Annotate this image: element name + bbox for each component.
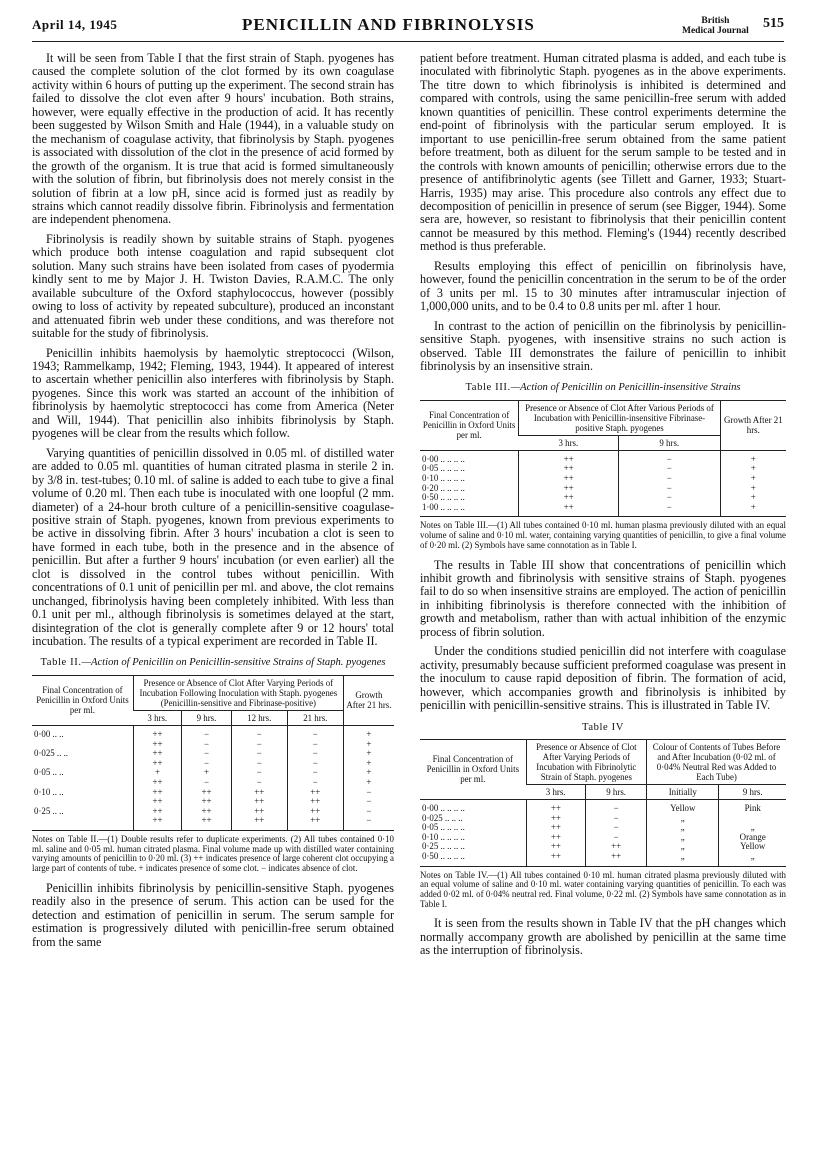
row-label: 0·025 .. ..	[34, 748, 69, 759]
table-row	[420, 450, 786, 464]
paragraph: Penicillin inhibits fibrinolysis by penicillin-sensitive Staph. pyogenes readily also in the presence of serum. This action can be used for the detection and estimation of penicillin in serum. The serum sample for estimation is progressively diluted with penicillin-free serum obtained from the same	[32, 880, 394, 949]
row-label: 1·00 .. .. .. ..	[422, 501, 465, 512]
row-label	[32, 816, 133, 830]
table-cell: −	[182, 725, 231, 739]
table-cell: ++	[182, 816, 231, 830]
table-row	[420, 842, 786, 852]
table-row	[32, 759, 394, 769]
table-cell: „	[647, 814, 719, 824]
table-cell: ++	[133, 778, 181, 788]
table-cell: ++	[526, 842, 586, 852]
table-cell: −	[231, 759, 287, 769]
paragraph: Fibrinolysis is readily shown by suitable strains of Staph. pyogenes which produce both intense coagulation and rapid subsequent clot solution. Many such strains have been isolated from cases of pyodermia kindly sent to me by Major J. H. Twiston Davies, R.A.M.C. The only available subculture of the Oxford staphylococcus, however (possibly owing to loss of activity by repeated subculture), produced an inconstant and attenuated fibrin web under these conditions, and was therefore not suitable for the study of fibrinolysis.	[32, 231, 394, 341]
table-row	[420, 823, 786, 833]
table-cell: +	[182, 768, 231, 778]
page-number: 515	[763, 16, 784, 31]
table-iv	[420, 739, 786, 867]
table-cell: −	[287, 740, 343, 750]
table-cell: ++	[287, 816, 343, 830]
table-header: Colour of Contents of Tubes Before and After Incubation (0·02 ml. of 0·04% Neutral Red was Added to Each Tube)	[647, 739, 786, 784]
table-cell: −	[618, 493, 720, 503]
table-ii-caption: Table II.—Action of Penicillin on Penicillin-sensitive Strains of Staph. pyogenes	[40, 657, 386, 669]
table-row	[32, 749, 394, 759]
table-iii	[420, 400, 786, 518]
table-cell: +	[720, 450, 786, 464]
table-cell: ++	[519, 484, 619, 494]
table-header: Growth After 21 hrs.	[720, 400, 786, 450]
paragraph: Penicillin inhibits haemolysis by haemolytic streptococci (Wilson, 1943; Rammelkamp, 1942; Fleming, 1943, 1944). It appeared of interest to ascertain whether penicillin also interferes with fibrinolysis by Staph. pyogenes. Since this work was started an account of the inhibition of fibrinolysis by haemolytic streptococci has come from America (Neter and Will, 1944). That penicillin also inhibits fibrinolysis by Staph. pyogenes will be clear from the results which follow.	[32, 345, 394, 441]
table-row	[32, 788, 394, 798]
table-cell: ++	[586, 852, 647, 866]
table-cell: +	[343, 725, 394, 739]
table-cell: ++	[133, 725, 181, 739]
table-cell: „	[647, 833, 719, 843]
table-cell: ++	[182, 797, 231, 807]
row-label: 0·10 .. ..	[34, 786, 64, 797]
running-title: PENICILLIN AND FIBRINOLYSIS	[242, 15, 535, 34]
row-label: 0·00 .. .. .. ..	[422, 802, 465, 813]
table-row	[420, 503, 786, 517]
table-row	[32, 725, 394, 739]
paragraph: The results in Table III show that concentrations of penicillin which inhibit growth and fibrinolysis with sensitive strains of Staph. pyogenes fail to do so when insensitive strains are employed. The action of penicillin in inhibiting fibrinolysis is therefore connected with the inhibition of growth and metabolism, rather than with actual inhibition of the enzymic process of fibrin solution.	[420, 557, 786, 639]
table-cell: −	[182, 778, 231, 788]
row-label: 0·10 .. .. .. ..	[422, 473, 465, 484]
table-cell: ++	[231, 788, 287, 798]
table-cell: −	[343, 797, 394, 807]
table-header: Growth After 21 hrs.	[343, 675, 394, 725]
table-cell: −	[231, 740, 287, 750]
table-subheader: 3 hrs.	[526, 784, 586, 799]
table-cell: −	[287, 725, 343, 739]
table-subheader: 3 hrs.	[519, 435, 619, 450]
row-label: 0·025 .. .. ..	[422, 812, 463, 823]
table-header: Final Concentration of Penicillin in Oxford Units per ml.	[420, 400, 519, 450]
row-label: 0·20 .. .. .. ..	[422, 482, 465, 493]
table-row	[420, 493, 786, 503]
table-cell: −	[287, 778, 343, 788]
table-cell: −	[618, 484, 720, 494]
table-cell: +	[720, 503, 786, 517]
table-cell: −	[343, 807, 394, 817]
table-cell: ++	[133, 749, 181, 759]
table-cell: −	[287, 759, 343, 769]
table-cell: −	[231, 749, 287, 759]
table-header: Final Concentration of Penicillin in Oxford Units per ml.	[32, 675, 133, 725]
table-cell: −	[287, 768, 343, 778]
table-subheader: 3 hrs.	[133, 710, 181, 725]
table-cell: Yellow	[719, 842, 786, 852]
table-cell: ++	[231, 807, 287, 817]
table-cell: −	[231, 778, 287, 788]
table-cell: +	[133, 768, 181, 778]
table-cell: −	[287, 749, 343, 759]
table-cell: −	[586, 799, 647, 813]
row-label: 0·05 .. .. .. ..	[422, 463, 465, 474]
table-cell: ++	[133, 807, 181, 817]
table-cell: ++	[526, 833, 586, 843]
table-cell: ++	[526, 823, 586, 833]
table-cell: +	[720, 474, 786, 484]
table-cell: −	[182, 749, 231, 759]
table-cell: −	[231, 725, 287, 739]
table-cell: −	[182, 740, 231, 750]
table-row	[32, 797, 394, 807]
table-subheader: 12 hrs.	[231, 710, 287, 725]
table-cell: −	[618, 464, 720, 474]
table-cell: „	[719, 823, 786, 833]
table-cell: ++	[519, 450, 619, 464]
table-cell: ++	[519, 464, 619, 474]
table-header: Presence or Absence of Clot After Various Periods of Incubation with Penicillin-insensitive Fibrinase-positive Staph. pyogenes	[519, 400, 720, 435]
table-cell: −	[618, 450, 720, 464]
table-cell: ++	[519, 474, 619, 484]
row-label: 0·25 .. ..	[34, 805, 64, 816]
table-row	[32, 740, 394, 750]
table-subheader: Initially	[647, 784, 719, 799]
table-cell: „	[719, 852, 786, 866]
journal-name: British Medical Journal	[682, 16, 749, 36]
table-cell: ++	[519, 493, 619, 503]
table-cell: ++	[133, 797, 181, 807]
row-label: 0·05 .. ..	[34, 767, 64, 778]
table-cell: −	[586, 833, 647, 843]
table-cell: Pink	[719, 799, 786, 813]
table-cell: „	[647, 842, 719, 852]
table-cell: −	[586, 823, 647, 833]
row-label: 0·25 .. .. .. ..	[422, 841, 465, 852]
table-row	[420, 464, 786, 474]
table-cell: ++	[519, 503, 619, 517]
table-row	[420, 852, 786, 866]
table-cell: −	[343, 788, 394, 798]
paragraph: Varying quantities of penicillin dissolved in 0.05 ml. of distilled water are added to 0.05 ml. quantities of human citrated plasma in sterile 2 in. by 3/8 in. test-tubes; 0.10 ml. of saline is added to each tube to give a final volume of 0.20 ml. Then each tube is inoculated with one loopful (2 mm. diameter) of a 24-hour broth culture of a penicillin-sensitive coagulase-positive strain of Staph. pyogenes, known from previous experiments to be active in dissolving fibrin. After 3 hours' incubation a clot is seen to have formed in each tube, both in the presence and in the absence of penicillin. But after a further 9 hours' incubation (or even earlier) all the clot is dissolved in the control tubes without penicillin. With concentrations of 0.1 unit of penicillin per ml. and above, the clot remains unchanged, fibrinolysis having been completely inhibited. With less than 0.1 unit per ml., although fibrinolysis is sometimes delayed at the start, disintegration of the clot is generally complete after 9 or 12 hours' total incubation. The results of a typical experiment are recorded in Table II.	[32, 445, 394, 649]
table-subheader: 9 hrs.	[719, 784, 786, 799]
table-iii-caption: Table III.—Action of Penicillin on Penicillin-insensitive Strains	[465, 382, 741, 394]
table-row	[420, 799, 786, 813]
table-cell: Orange	[719, 833, 786, 843]
table-cell: „	[647, 823, 719, 833]
table-cell: Yellow	[647, 799, 719, 813]
paragraph: patient before treatment. Human citrated plasma is added, and each tube is inoculated with fibrinolytic Staph. pyogenes as in the above experiments. The titre down to which fibrinolysis is inhibited is determined and compared with controls, using the same penicillin-free serum with added known quantities of penicillin. These control experiments determine the end-point of fibrinolysis with the particular serum employed. It is important to use penicillin-free serum obtained from the same patient before treatment, both as diluent for the serum sample to be tested and in the controls with known amounts of penicillin; otherwise errors due to the presence of antifibrinolytic agents (see Tillett and Garner, 1933; Stuart-Harris, 1935) may arise. This procedure also controls any effect due to decomposition of penicillin in presence of serum (see Bigger, 1944). Some sera are, however, so resistant to fibrinolysis that their penicillin content cannot be measured by this method. Fleming's (1944) recently described method is thus preferable.	[420, 51, 786, 254]
table-cell: ++	[287, 788, 343, 798]
table-cell: +	[720, 484, 786, 494]
table-cell: ++	[526, 852, 586, 866]
table-cell: +	[720, 464, 786, 474]
table-cell: ++	[133, 759, 181, 769]
paragraph: It will be seen from Table I that the first strain of Staph. pyogenes has caused the complete solution of the clot formed by its own coagulase activity within 6 hours of putting up the experiment. The second strain has failed to dissolve the clot even after 9 hours' incubation. Both strains, however, were equally effective in the production of acid. It has recently been suggested by Wilson Smith and Hale (1944), in a valuable study on the mechanism of coagulase activity, that fibrinolysis by Staph. pyogenes is associated with dissolution of the clot in the presence of acid formed by the growth of the organism. It is true that acid is formed simultaneously with the solution of fibrin, but fibrinolysis does not merely consist in the solution of fibrin at a low pH, since acid is formed just as readily by strains which cannot readily dissolve fibrin. Fibrinolysis and fermentation are independent phenomena.	[32, 51, 394, 227]
table-cell: ++	[133, 816, 181, 830]
table-cell: −	[182, 759, 231, 769]
table-cell: −	[343, 816, 394, 830]
table-cell: ++	[287, 797, 343, 807]
row-label: 0·10 .. .. .. ..	[422, 831, 465, 842]
table-row	[32, 816, 394, 830]
table-row	[420, 484, 786, 494]
table-iv-notes: Notes on Table IV.—(1) All tubes contained 0·10 ml. human citrated plasma previously diluted with an equal volume of saline and 0·10 ml. water containing varying quantities of penicillin. To each was added 0·02 ml. of 0·04% neutral red. Final volume, 0·22 ml. (2) Symbols have same connotation as in Table I.	[420, 869, 786, 909]
paragraph: Results employing this effect of penicillin on fibrinolysis have, however, found the penicillin concentration in the serum to be of the order of 3 units per ml. 15 to 30 minutes after intramuscular injection of 1,000,000 units, and to be 0.4 to 0.8 units per ml. after 1 hour.	[420, 258, 786, 314]
table-cell: +	[343, 768, 394, 778]
table-subheader: 21 hrs.	[287, 710, 343, 725]
row-label: 0·05 .. .. .. ..	[422, 822, 465, 833]
table-cell: ++	[526, 814, 586, 824]
table-cell: ++	[133, 788, 181, 798]
paragraph: Under the conditions studied penicillin did not interfere with coagulase activity, presumably because sufficient preformed coagulase was present in the inoculum to cause rapid deposition of fibrin. The formation of acid, however, which accompanies growth and fibrinolysis is inhibited by penicillin with penicillin-sensitive strains. This is illustrated in Table IV.	[420, 644, 786, 713]
row-label: 0·50 .. .. .. ..	[422, 850, 465, 861]
table-cell: ++	[182, 788, 231, 798]
issue-date: April 14, 1945	[32, 17, 118, 32]
table-ii	[32, 675, 394, 831]
paragraph: It is seen from the results shown in Table IV that the pH changes which normally accompany growth are abolished by penicillin at the same time as the interruption of fibrinolysis.	[420, 916, 786, 958]
table-cell: −	[586, 814, 647, 824]
table-header: Presence or Absence of Clot After Varying Periods of Incubation Following Inoculation with Staph. pyogenes (Penicillin-sensitive and Fibrinase-positive)	[133, 675, 343, 710]
table-row	[32, 807, 394, 817]
table-header: Presence or Absence of Clot After Varying Periods of Incubation with Fibrinolytic Strain of Staph. pyogenes	[526, 739, 646, 784]
table-cell: +	[343, 740, 394, 750]
table-cell: −	[618, 474, 720, 484]
row-label: 0·00 .. .. .. ..	[422, 453, 465, 464]
table-cell: +	[720, 493, 786, 503]
table-cell: ++	[287, 807, 343, 817]
table-cell: ++	[526, 799, 586, 813]
table-cell: ++	[231, 816, 287, 830]
row-label: 0·50 .. .. .. ..	[422, 492, 465, 503]
table-cell: −	[231, 768, 287, 778]
table-iv-caption: Table IV	[581, 721, 624, 733]
table-cell: ++	[133, 740, 181, 750]
table-cell: „	[647, 852, 719, 866]
table-iii-notes: Notes on Table III.—(1) All tubes contained 0·10 ml. human plasma previously diluted with an equal volume of saline and 0·10 ml. water, containing varying quantities of penicillin, to give a final volume of 0·20 ml. (2) Symbols have same connotation as in Table I.	[420, 520, 786, 550]
table-cell: +	[343, 749, 394, 759]
page-header	[32, 12, 784, 42]
table-header: Final Concentration of Penicillin in Oxford Units per ml.	[420, 739, 526, 799]
table-row	[32, 778, 394, 788]
table-row	[32, 768, 394, 778]
table-cell: ++	[182, 807, 231, 817]
table-ii-notes: Notes on Table II.—(1) Double results refer to duplicate experiments. (2) All tubes contained 0·10 ml. saline and 0·05 ml. human citrated plasma. Final volume made up with distilled water containing varying amounts of penicillin to 0·20 ml. (3) ++ indicates presence of large coherent clot occupying a large part of contents of tube. + indicates presence of some clot. − indicates absence of clot.	[32, 833, 394, 873]
table-row	[420, 833, 786, 843]
right-column	[420, 52, 786, 964]
table-row	[420, 814, 786, 824]
table-subheader: 9 hrs.	[618, 435, 720, 450]
left-column	[32, 52, 394, 955]
table-subheader: 9 hrs.	[182, 710, 231, 725]
table-cell: +	[343, 759, 394, 769]
table-subheader: 9 hrs.	[586, 784, 647, 799]
paragraph: In contrast to the action of penicillin on the fibrinolysis by penicillin-sensitive Staph. pyogenes, with insensitive strains no such action is observed. Table III demonstrates the failure of penicillin to inhibit fibrinolysis by an insensitive strain.	[420, 318, 786, 373]
table-cell: ++	[231, 797, 287, 807]
table-row	[420, 474, 786, 484]
table-cell: ++	[586, 842, 647, 852]
row-label: 0·00 .. ..	[34, 728, 64, 739]
table-cell: +	[343, 778, 394, 788]
table-cell: −	[618, 503, 720, 517]
